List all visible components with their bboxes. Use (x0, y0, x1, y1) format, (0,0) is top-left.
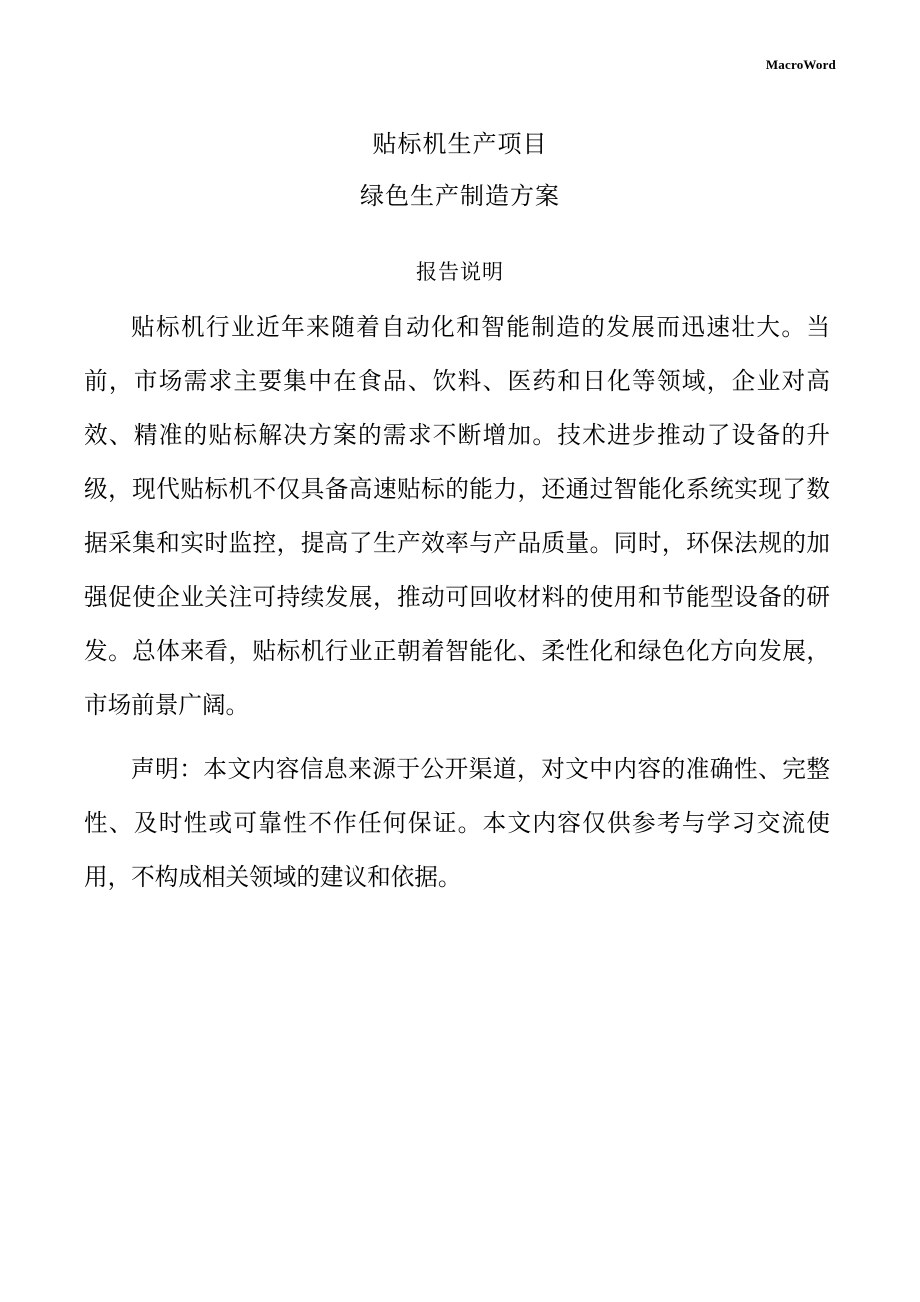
header-brand-mark: MacroWord (765, 57, 836, 72)
document-title-line-2: 绿色生产制造方案 (360, 182, 560, 210)
paragraph-disclaimer: 声明：本文内容信息来源于公开渠道，对文中内容的准确性、完整性、及时性或可靠性不作任何保证。本文内容仅供参考与学习交流使用，不构成相关领域的建议和依据。 (84, 755, 830, 891)
document-title-line-1: 贴标机生产项目 (372, 130, 548, 158)
paragraph-industry-overview: 贴标机行业近年来随着自动化和智能制造的发展而迅速壮大。当前，市场需求主要集中在食品、饮料、医药和日化等领域，企业对高效、精准的贴标解决方案的需求不断增加。技术进步推动了设备的升级，现代贴标机不仅具备高速贴标的能力，还通过智能化系统实现了数据采集和实时监控，提高了生产效率与产品质量。同时，环保法规的加强促使企业关注可持续发展，推动可回收材料的使用和节能型设备的研发。总体来看，贴标机行业正朝着智能化、柔性化和绿色化方向发展，市场前景广阔。 (84, 313, 830, 719)
section-heading-report-description: 报告说明 (416, 260, 504, 284)
